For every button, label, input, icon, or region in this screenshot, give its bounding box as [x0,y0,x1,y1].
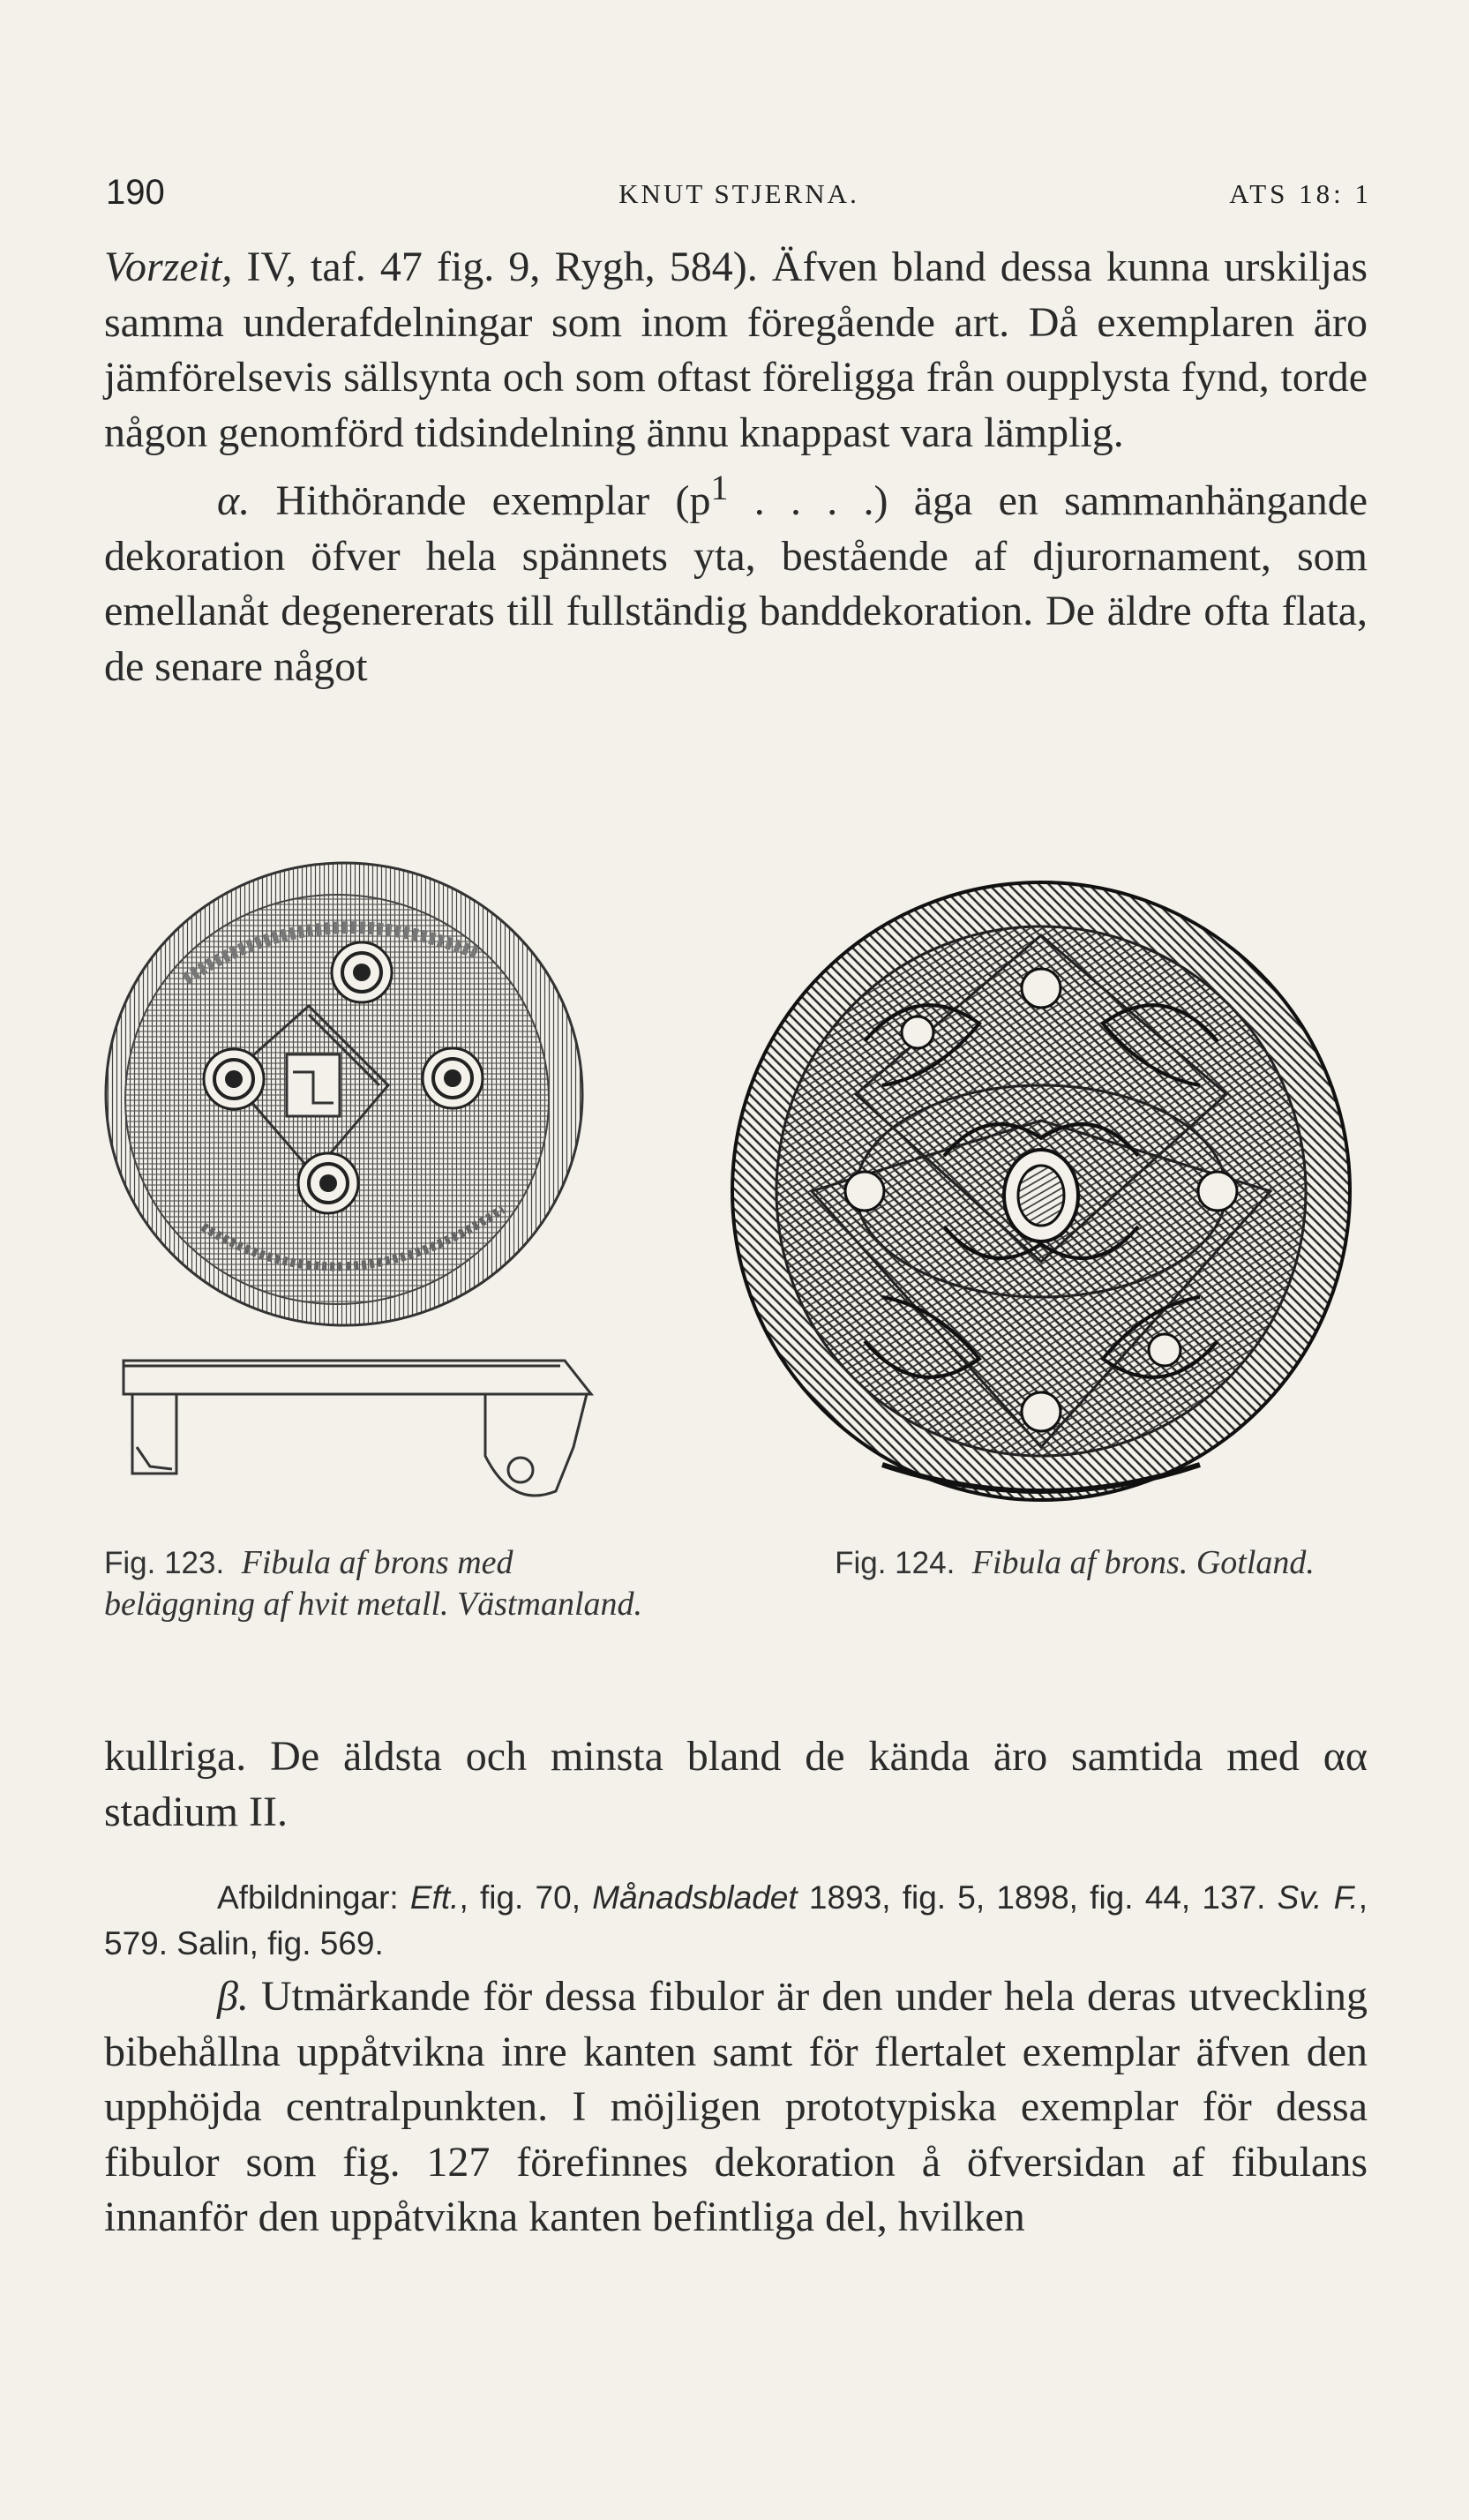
fibula-top-view [106,863,582,1325]
figure-label: Fig. 123. [104,1546,225,1580]
superscript: 1 [710,468,729,507]
paragraph-text: Hithörande exemplar (p [250,477,711,524]
page-number: 190 [106,173,165,212]
paragraph-text: IV, taf. 47 fig. 9, Rygh, 584). Äfven bland dessa kunna urskiljas samma underafdelningar som inom föregående art. Då exemplaren äro jämförelsevis sällsynta och som oftast föreligga från oupplysta fynd, torde någon genomförd tidsindelning ännu knappast vara lämplig. [104,244,1368,456]
running-header [106,173,1372,217]
beta-marker: β. [217,1973,249,2020]
italic-reference: Månadsbladet [592,1879,798,1916]
italic-reference: Vorzeit, [104,244,233,290]
references-text: , 579. Salin, fig. 569. [104,1879,1368,1961]
running-title: KNUT STJERNA. [618,178,859,209]
figure-123-illustration [97,838,609,1544]
figure-124-caption [819,1542,1330,1584]
caption-text: Fibula af brons. Gotland. [971,1544,1315,1581]
round-fibula-top-view [732,882,1350,1500]
figure-123-caption [104,1542,651,1625]
concentric-boss-top [332,942,392,1002]
figure-label: Fig. 124. [835,1546,956,1580]
italic-reference: Sv. F. [1277,1879,1359,1916]
italic-reference: Eft. [409,1879,460,1916]
figure-124-illustration [723,874,1359,1509]
paragraph-text: Utmärkande för dessa fibulor är den under hela deras utveckling bibehållna uppåtvikna inre kanten samt för flertalet exemplar äfven den upphöjda centralpunkten. I möjligen prototypiska exemplar för dessa fibulor som fig. 127 förefinnes dekoration å öfversidan af fibulans innanför den uppåtvikna kanten befintliga del, hvilken [104,1973,1368,2240]
caption-text: Fibula af brons med beläggning af hvit metall. Västmanland. [104,1544,643,1623]
references-text: 1893, fig. 5, 1898, fig. 44, 137. [797,1879,1278,1916]
references-lead: Afbildningar: [217,1879,410,1916]
paragraph-text: . . . .) äga en sammanhängande dekoration öfver hela spännets yta, bestående af djurornament, som emellanåt degenererats till fullständig banddekoration. De äldre ofta flata, de senare något [104,477,1368,690]
fibula-profile-view [124,1361,591,1496]
central-boss [1004,1150,1078,1241]
paragraph-intro [104,240,1368,694]
references-text: , fig. 70, [459,1879,593,1916]
references-paragraph [104,1875,1368,1967]
concentric-boss-right [423,1048,483,1108]
paragraph-beta [104,1969,1368,2246]
paragraph-continuation: kullriga. De äldsta och minsta bland de kända äro samtida med αα stadium II. [104,1733,1368,1835]
alpha-marker: α. [217,477,251,524]
concentric-boss-left [204,1049,264,1109]
concentric-boss-bottom [298,1153,358,1213]
series-reference: ATS 18: 1 [1229,178,1372,209]
